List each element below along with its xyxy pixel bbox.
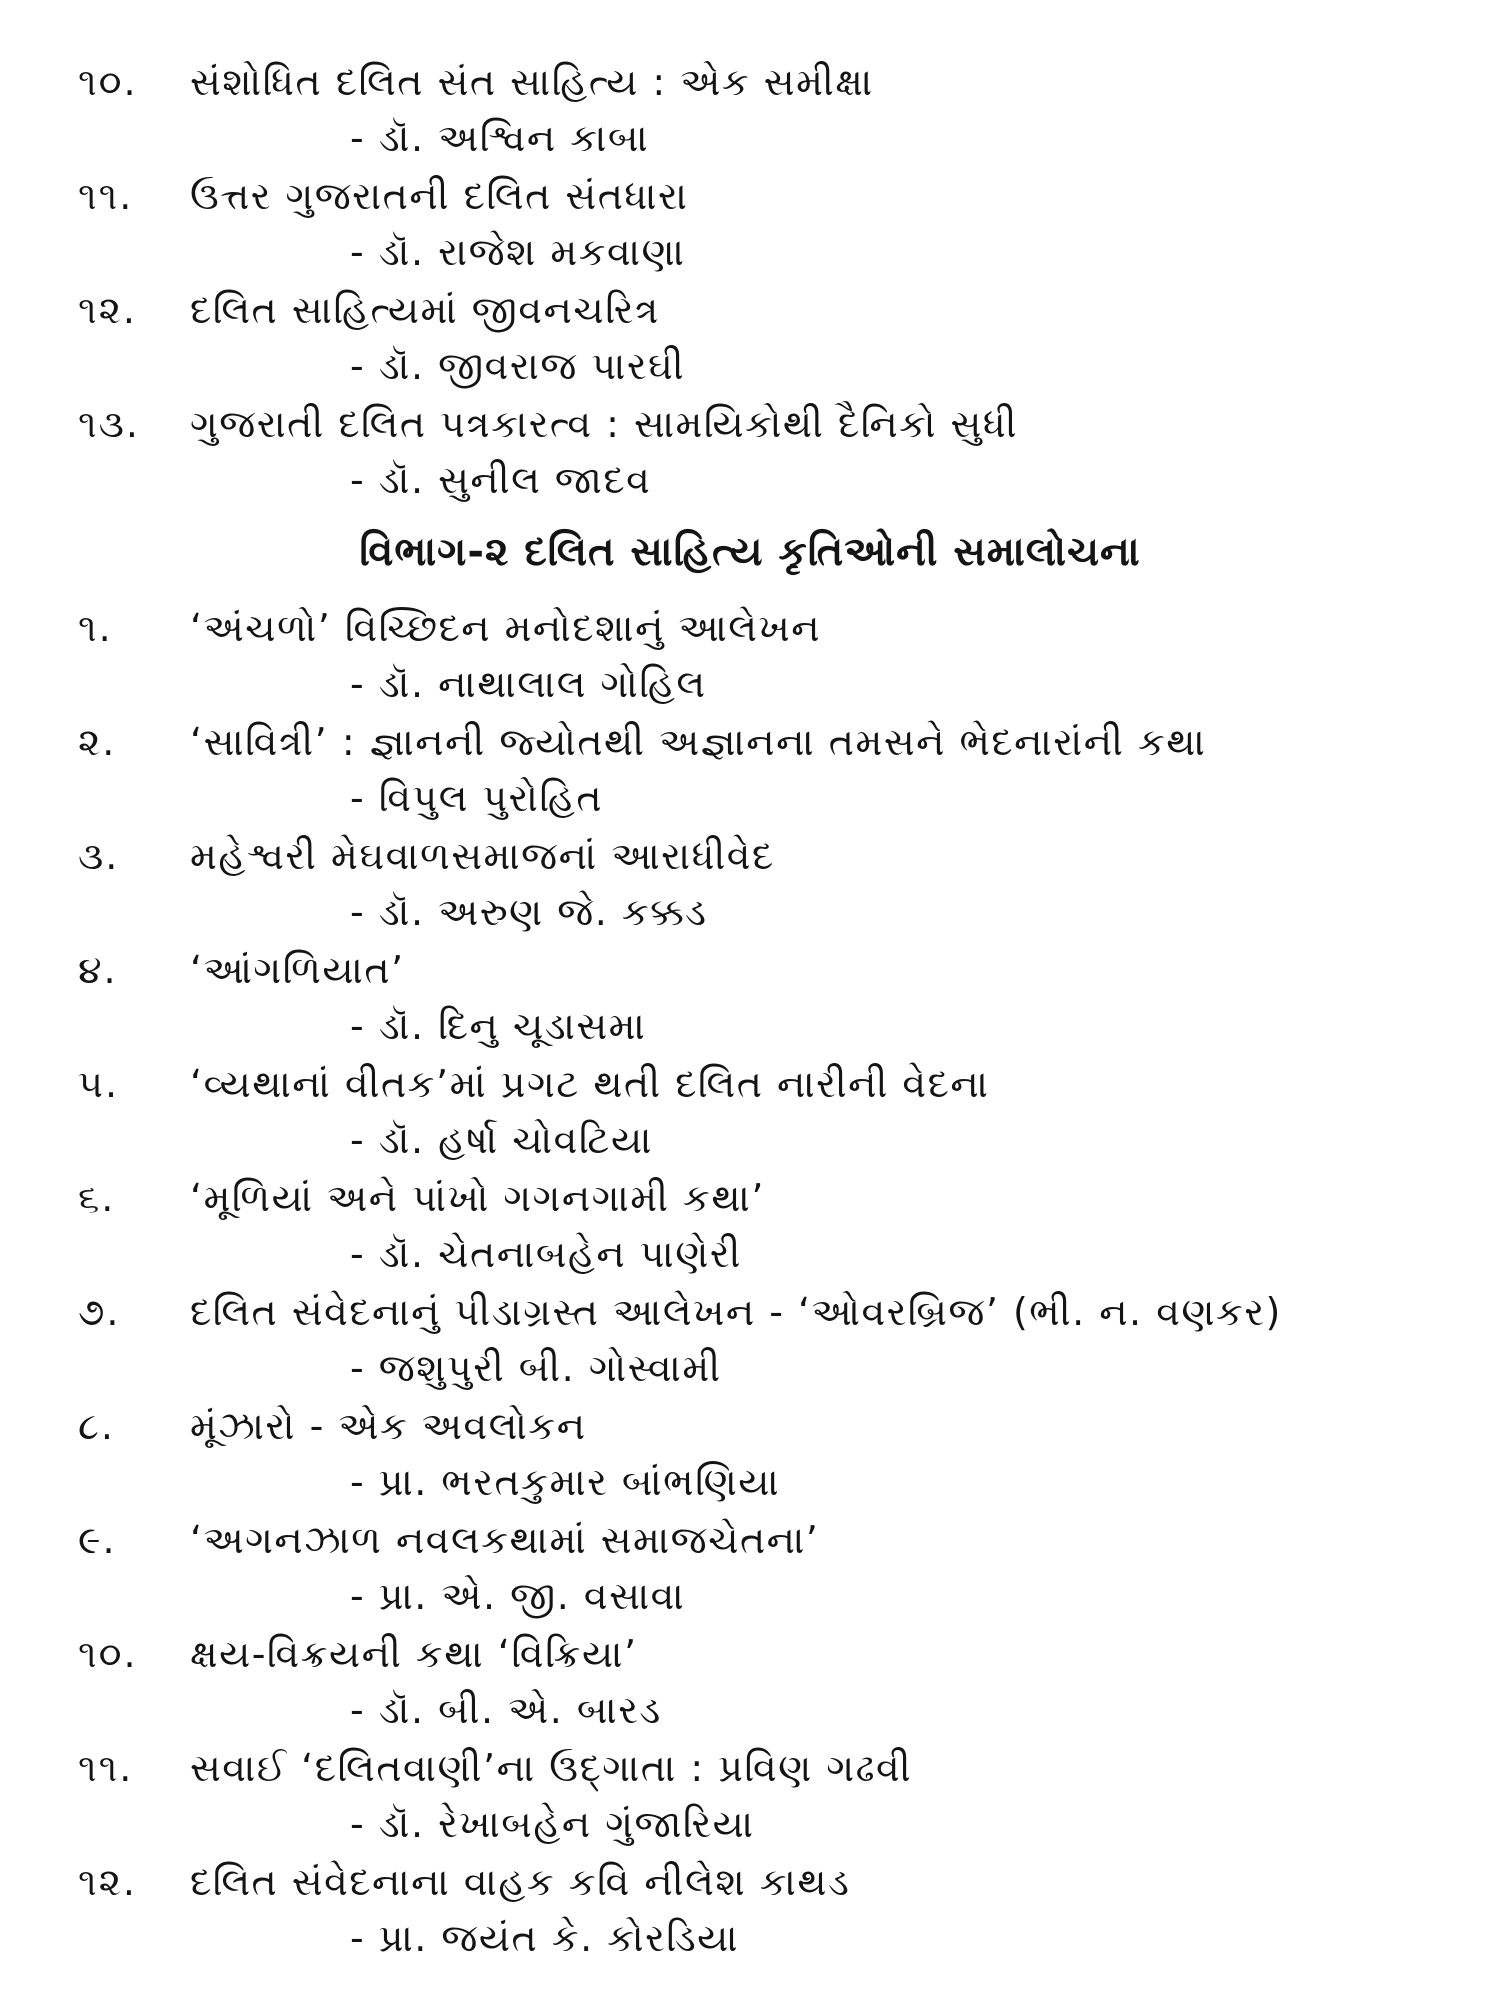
entry-number: ૪. [78,948,118,992]
entry-author: - ડૉ. બી. એ. બારડ [350,1688,662,1732]
entry-author: - ડૉ. રાજેશ મકવાણા [350,230,686,274]
entry-title: મૂંઝારો - એક અવલોકન [190,1404,587,1448]
entry-author: - ડૉ. અશ્વિન કાબા [350,116,650,160]
entry-title: ‘આંગળિયાત’ [190,948,405,992]
entry-number: ૭. [78,1290,121,1334]
entry-number: ૮. [78,1404,115,1448]
entry-title: ‘અંચળો’ વિચ્છિદન મનોદશાનું આલેખન [190,606,822,650]
entry-author: - ડૉ. દિનુ ચૂડાસમા [350,1004,647,1048]
entry-title: ગુજરાતી દલિત પત્રકારત્વ : સામયિકોથી દૈનિકો સુધી [190,402,1018,446]
entry-title: ‘મૂળિયાં અને પાંખો ગગનગામી કથા’ [190,1176,765,1220]
entry-author: - પ્રા. ભરતકુમાર બાંભણિયા [350,1460,781,1504]
entry-number: ૬. [78,1176,116,1220]
section-heading: વિભાગ-૨ દલિત સાહિત્ય કૃતિઓની સમાલોચના [359,529,1141,575]
entry-number: ૧૨. [78,288,138,332]
entry-author: - ડૉ. જીવરાજ પારઘી [350,344,686,388]
entry-author: - પ્રા. એ. જી. વસાવા [350,1574,686,1618]
entry-number: ૧૦. [78,1632,138,1676]
entry-author: - ડૉ. રેખાબહેન ગુંજારિયા [350,1802,755,1846]
entry-number: ૩. [78,834,120,878]
entry-author: - વિપુલ પુરોહિત [350,776,604,820]
entry-title: ‘વ્યથાનાં વીતક’માં પ્રગટ થતી દલિત નારીની વેદના [190,1062,990,1106]
entry-title: દલિત સંવેદનાના વાહક કવિ નીલેશ કાથડ [190,1860,851,1904]
entry-number: ૧૧. [78,174,134,218]
entry-number: ૧૦. [78,60,138,104]
entry-title: સવાઈ ‘દલિતવાણી’ના ઉદ્ગાતા : પ્રવિણ ગઢવી [190,1746,913,1790]
entry-title: ‘અગનઝાળ નવલકથામાં સમાજચેતના’ [190,1518,820,1562]
entry-author: - ડૉ. હર્ષા ચોવટિયા [350,1118,653,1162]
entry-number: ૨. [78,720,117,764]
entry-title: ઉત્તર ગુજરાતની દલિત સંતધારા [190,174,689,218]
entry-author: - જશુપુરી બી. ગોસ્વામી [350,1346,722,1390]
entry-title: મહેશ્વરી મેઘવાળસમાજનાં આરાધીવેદ [190,834,775,878]
entry-author: - ડૉ. નાથાલાલ ગોહિલ [350,662,707,706]
entry-number: ૫. [78,1062,120,1106]
entry-title: સંશોધિત દલિત સંત સાહિત્ય : એક સમીક્ષા [190,60,874,104]
entry-author: - ડૉ. સુનીલ જાદવ [350,458,652,502]
entry-author: - ડૉ. અરુણ જે. કક્કડ [350,890,708,934]
entry-number: ૯. [78,1518,117,1562]
entry-title: ક્ષય-વિક્રયની કથા ‘વિક્રિયા’ [190,1632,638,1676]
entry-number: ૧૩. [78,402,141,446]
entry-number: ૧૨. [78,1860,138,1904]
entry-title: દલિત સંવેદનાનું પીડાગ્રસ્ત આલેખન - ‘ઓવરબ્રિજ’ (ભી. ન. વણકર) [190,1290,1282,1334]
entry-number: ૧. [78,606,113,650]
entry-author: - પ્રા. જયંત કે. કોરડિયા [350,1916,740,1960]
entry-title: ‘સાવિત્રી’ : જ્ઞાનની જ્યોતથી અજ્ઞાનના તમસને ભેદનારાંની કથા [190,720,1207,764]
entry-title: દલિત સાહિત્યમાં જીવનચરિત્ર [190,288,660,332]
entry-number: ૧૧. [78,1746,134,1790]
entry-author: - ડૉ. ચેતનાબહેન પાણેરી [350,1232,742,1276]
